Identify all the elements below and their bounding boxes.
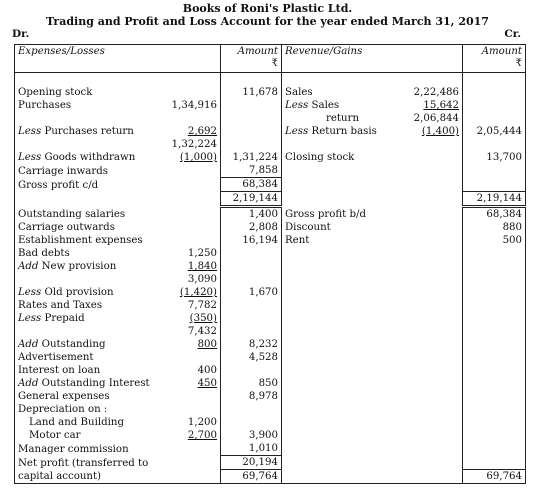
revenue-sub-amount (395, 442, 463, 456)
expense-amount (221, 312, 282, 325)
table-row (15, 338, 526, 351)
expense-sub-amount: 2,700 (154, 429, 221, 442)
revenue-amount (463, 178, 526, 192)
expense-amount (221, 138, 282, 151)
table-row (15, 299, 526, 312)
revenue-amount (463, 138, 526, 151)
revenue-label (282, 403, 395, 416)
expense-label: Gross profit c/d (15, 178, 154, 192)
revenue-sub-amount (395, 377, 463, 390)
rupee-symbol: ₹ (515, 58, 523, 69)
expense-label: Less Goods withdrawn (15, 151, 154, 164)
expense-label: Add New provision (15, 260, 154, 273)
revenue-label (282, 364, 395, 377)
expense-sub-amount (154, 403, 221, 416)
expense-label: Rates and Taxes (15, 299, 154, 312)
expense-amount (221, 260, 282, 273)
revenue-sub-amount (395, 403, 463, 416)
revenue-sub-amount (395, 338, 463, 351)
expense-sub-amount: 2,692 (154, 125, 221, 138)
revenue-label (282, 299, 395, 312)
revenue-amount (463, 338, 526, 351)
table-row (15, 273, 526, 286)
revenue-sub-amount (395, 234, 463, 247)
revenue-label (282, 456, 395, 470)
expense-amount (221, 403, 282, 416)
amount-label: Amount (237, 46, 279, 57)
expense-sub-amount: 1,34,916 (154, 99, 221, 112)
revenue-sub-amount: 2,06,844 (395, 112, 463, 125)
revenue-label (282, 470, 395, 484)
expense-sub-amount: 7,782 (154, 299, 221, 312)
expense-amount: 8,232 (221, 338, 282, 351)
table-row (15, 377, 526, 390)
revenue-label: Less Sales (282, 99, 395, 112)
expense-sub-amount (154, 470, 221, 484)
revenue-amount (463, 390, 526, 403)
debit-label: Dr. (12, 28, 30, 40)
table-row (15, 260, 526, 273)
revenue-amount (463, 377, 526, 390)
expense-label: Add Outstanding Interest (15, 377, 154, 390)
table-row (15, 99, 526, 112)
revenue-label: Closing stock (282, 151, 395, 164)
revenue-sub-amount (395, 138, 463, 151)
table-row (15, 312, 526, 325)
table-row (15, 86, 526, 99)
expense-label: Add Outstanding (15, 338, 154, 351)
expense-label: General expenses (15, 390, 154, 403)
expense-sub-amount: (1,420) (154, 286, 221, 299)
revenue-amount (463, 312, 526, 325)
table-row (15, 234, 526, 247)
revenue-label (282, 338, 395, 351)
expense-sub-amount (154, 221, 221, 234)
rupee-symbol: ₹ (271, 58, 279, 69)
expense-amount: 11,678 (221, 86, 282, 99)
expense-label: Carriage outwards (15, 221, 154, 234)
revenue-amount (463, 112, 526, 125)
revenue-sub-amount (395, 456, 463, 470)
expense-sub-amount (154, 178, 221, 192)
revenue-amount (463, 403, 526, 416)
revenue-amount (463, 351, 526, 364)
revenue-label: Sales (282, 86, 395, 99)
revenue-amount: 880 (463, 221, 526, 234)
expense-amount: 2,19,144 (221, 192, 282, 207)
statement-header (6, 2, 529, 40)
revenue-amount (463, 164, 526, 178)
table-row (15, 221, 526, 234)
expense-sub-amount: 1,840 (154, 260, 221, 273)
expense-amount: 8,978 (221, 390, 282, 403)
revenue-sub-amount (395, 273, 463, 286)
expense-sub-amount: (1,000) (154, 151, 221, 164)
expense-sub-amount: 1,200 (154, 416, 221, 429)
revenue-sub-amount (395, 390, 463, 403)
table-row (15, 416, 526, 429)
table-row (15, 364, 526, 377)
expense-label (15, 325, 154, 338)
expense-sub-amount: 7,432 (154, 325, 221, 338)
table-row (15, 403, 526, 416)
expense-sub-amount (154, 456, 221, 470)
revenue-label (282, 260, 395, 273)
revenue-amount: 68,384 (463, 207, 526, 222)
expense-sub-amount: (350) (154, 312, 221, 325)
revenue-sub-amount (395, 151, 463, 164)
expense-amount: 1,670 (221, 286, 282, 299)
account-table (14, 44, 526, 484)
revenue-label (282, 138, 395, 151)
revenue-sub-amount (395, 247, 463, 260)
expense-amount (221, 273, 282, 286)
table-row (15, 164, 526, 178)
expense-amount: 16,194 (221, 234, 282, 247)
expense-sub-amount (154, 112, 221, 125)
revenue-sub-amount (395, 192, 463, 207)
revenue-label: Less Return basis (282, 125, 395, 138)
table-row (15, 125, 526, 138)
expense-label (15, 192, 154, 207)
expense-amount: 3,900 (221, 429, 282, 442)
expense-label: Purchases (15, 99, 154, 112)
expense-amount (221, 325, 282, 338)
expense-label: Manager commission (15, 442, 154, 456)
revenue-label: Discount (282, 221, 395, 234)
expense-label: Interest on loan (15, 364, 154, 377)
expense-label: Net profit (transferred to (15, 456, 154, 470)
expense-amount: 20,194 (221, 456, 282, 470)
expense-amount: 68,384 (221, 178, 282, 192)
expense-label: Land and Building (15, 416, 154, 429)
revenue-amount: 2,19,144 (463, 192, 526, 207)
expense-amount (221, 99, 282, 112)
revenue-sub-amount: 2,22,486 (395, 86, 463, 99)
revenue-label (282, 390, 395, 403)
expense-label: Outstanding salaries (15, 207, 154, 222)
expense-sub-amount (154, 442, 221, 456)
revenue-header: Revenue/Gains (282, 45, 463, 73)
expense-label: Less Prepaid (15, 312, 154, 325)
table-row (15, 112, 526, 125)
revenue-sub-amount (395, 429, 463, 442)
expense-amount: 7,858 (221, 164, 282, 178)
revenue-sub-amount (395, 470, 463, 484)
expense-amount (221, 364, 282, 377)
expense-sub-amount (154, 207, 221, 222)
table-row (15, 207, 526, 222)
expense-amount (221, 416, 282, 429)
revenue-sub-amount (395, 364, 463, 377)
expense-sub-amount (154, 86, 221, 99)
account-rows (15, 86, 526, 484)
expense-sub-amount (154, 164, 221, 178)
table-row (15, 138, 526, 151)
expense-label: Advertisement (15, 351, 154, 364)
expense-sub-amount (154, 351, 221, 364)
revenue-sub-amount (395, 312, 463, 325)
revenue-amount (463, 86, 526, 99)
dr-cr-row (6, 28, 529, 40)
expense-sub-amount: 800 (154, 338, 221, 351)
revenue-amount (463, 299, 526, 312)
expense-label: Less Old provision (15, 286, 154, 299)
amount-header-right (463, 45, 526, 73)
table-row (15, 442, 526, 456)
revenue-label (282, 429, 395, 442)
table-row (15, 390, 526, 403)
expense-amount: 1,400 (221, 207, 282, 222)
expense-amount (221, 247, 282, 260)
revenue-amount: 13,700 (463, 151, 526, 164)
revenue-amount (463, 260, 526, 273)
table-row (15, 192, 526, 207)
expense-label (15, 138, 154, 151)
revenue-label: return (282, 112, 395, 125)
expense-amount: 69,764 (221, 470, 282, 484)
table-row (15, 151, 526, 164)
expense-label: capital account) (15, 470, 154, 484)
table-row (15, 456, 526, 470)
expenses-header: Expenses/Losses (15, 45, 221, 73)
revenue-sub-amount (395, 416, 463, 429)
revenue-sub-amount (395, 260, 463, 273)
revenue-label (282, 312, 395, 325)
expense-amount: 850 (221, 377, 282, 390)
expense-label: Carriage inwards (15, 164, 154, 178)
revenue-label (282, 247, 395, 260)
revenue-sub-amount (395, 221, 463, 234)
table-row (15, 325, 526, 338)
expense-sub-amount: 1,32,224 (154, 138, 221, 151)
expense-sub-amount (154, 192, 221, 207)
revenue-amount (463, 99, 526, 112)
revenue-amount (463, 456, 526, 470)
revenue-amount: 500 (463, 234, 526, 247)
revenue-label (282, 164, 395, 178)
expense-label: Motor car (15, 429, 154, 442)
expense-label: Opening stock (15, 86, 154, 99)
expense-sub-amount (154, 234, 221, 247)
revenue-sub-amount (395, 299, 463, 312)
table-row (15, 351, 526, 364)
revenue-sub-amount (395, 207, 463, 222)
revenue-label (282, 273, 395, 286)
expense-amount: 1,31,224 (221, 151, 282, 164)
revenue-label (282, 442, 395, 456)
revenue-amount (463, 247, 526, 260)
expense-amount: 4,528 (221, 351, 282, 364)
revenue-amount (463, 325, 526, 338)
amount-header-left (221, 45, 282, 73)
revenue-label (282, 377, 395, 390)
expense-amount (221, 299, 282, 312)
expense-amount: 2,808 (221, 221, 282, 234)
expense-label: Bad debts (15, 247, 154, 260)
revenue-amount (463, 416, 526, 429)
revenue-label: Rent (282, 234, 395, 247)
table-row (15, 470, 526, 484)
revenue-label (282, 286, 395, 299)
header-row (15, 45, 526, 73)
credit-label: Cr. (504, 28, 521, 40)
revenue-amount: 2,05,444 (463, 125, 526, 138)
revenue-sub-amount (395, 351, 463, 364)
revenue-amount (463, 273, 526, 286)
table-row (15, 286, 526, 299)
expense-label: Less Purchases return (15, 125, 154, 138)
revenue-label: Gross profit b/d (282, 207, 395, 222)
revenue-sub-amount: (1,400) (395, 125, 463, 138)
expense-amount (221, 112, 282, 125)
amount-label: Amount (481, 46, 523, 57)
revenue-sub-amount (395, 164, 463, 178)
revenue-amount (463, 286, 526, 299)
revenue-label (282, 325, 395, 338)
expense-sub-amount: 3,090 (154, 273, 221, 286)
revenue-label (282, 351, 395, 364)
table-row (15, 178, 526, 192)
revenue-sub-amount (395, 178, 463, 192)
revenue-sub-amount (395, 325, 463, 338)
table-row (15, 429, 526, 442)
revenue-label (282, 178, 395, 192)
revenue-label (282, 192, 395, 207)
expense-label: Depreciation on : (15, 403, 154, 416)
revenue-sub-amount (395, 286, 463, 299)
expense-amount: 1,010 (221, 442, 282, 456)
expense-sub-amount (154, 390, 221, 403)
revenue-amount (463, 364, 526, 377)
expense-label (15, 112, 154, 125)
statement-title: Trading and Profit and Loss Account for the year ended March 31, 2017 (46, 15, 489, 28)
expense-amount (221, 125, 282, 138)
table-row (15, 247, 526, 260)
revenue-sub-amount: 15,642 (395, 99, 463, 112)
revenue-amount (463, 442, 526, 456)
expense-sub-amount: 1,250 (154, 247, 221, 260)
expense-sub-amount: 400 (154, 364, 221, 377)
expense-sub-amount: 450 (154, 377, 221, 390)
expense-label (15, 273, 154, 286)
expense-label: Establishment expenses (15, 234, 154, 247)
revenue-label (282, 416, 395, 429)
revenue-amount (463, 429, 526, 442)
revenue-amount: 69,764 (463, 470, 526, 484)
company-title: Books of Roni's Plastic Ltd. (182, 2, 353, 15)
